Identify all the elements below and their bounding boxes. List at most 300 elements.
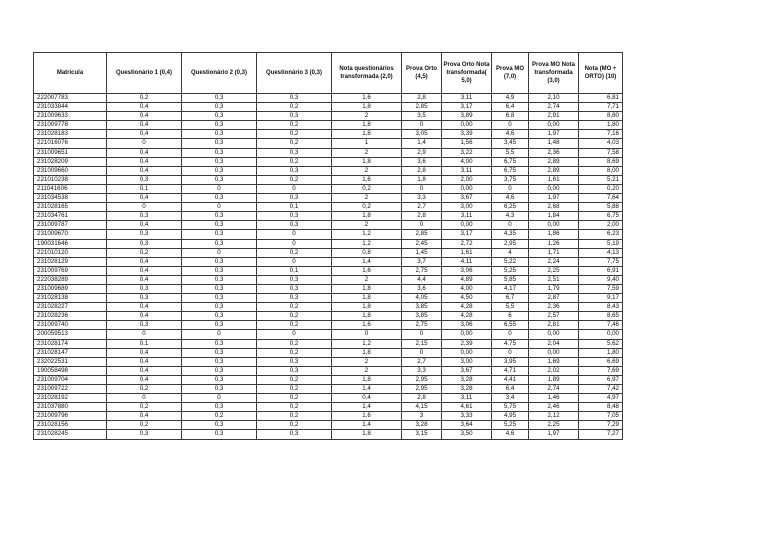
cell-questionario-1[interactable]: 0,2 — [107, 403, 182, 412]
cell-prova-mo[interactable]: 4,75 — [492, 339, 529, 348]
cell-questionario-1[interactable]: 0,2 — [107, 421, 182, 430]
cell-matricula[interactable]: 231028192 — [34, 394, 107, 403]
cell-questionario-1[interactable]: 0,4 — [107, 121, 182, 130]
cell-questionario-3[interactable]: 0,2 — [257, 375, 332, 384]
cell-nota-final[interactable]: 7,59 — [579, 284, 623, 293]
cell-questionario-1[interactable]: 0,2 — [107, 248, 182, 257]
cell-prova-mo[interactable]: 6,4 — [492, 103, 529, 112]
cell-prova-mo-nota[interactable]: 1,48 — [529, 139, 579, 148]
cell-questionario-2[interactable]: 0,3 — [182, 121, 257, 130]
cell-prova-orto[interactable]: 2,95 — [402, 385, 442, 394]
cell-prova-mo-nota[interactable]: 2,89 — [529, 157, 579, 166]
cell-prova-orto[interactable]: 2,7 — [402, 357, 442, 366]
cell-questionario-3[interactable]: 0,3 — [257, 148, 332, 157]
cell-questionario-2[interactable]: 0,3 — [182, 294, 257, 303]
cell-prova-orto[interactable]: 3,5 — [402, 112, 442, 121]
cell-nota-final[interactable]: 6,97 — [579, 375, 623, 384]
cell-questionario-1[interactable]: 0,4 — [107, 357, 182, 366]
cell-prova-mo-nota[interactable]: 1,86 — [529, 230, 579, 239]
cell-questionario-3[interactable]: 0,3 — [257, 166, 332, 175]
cell-nota-final[interactable]: 7,05 — [579, 412, 623, 421]
cell-nota-questionarios[interactable]: 1,2 — [332, 339, 402, 348]
cell-nota-final[interactable]: 4,03 — [579, 139, 623, 148]
cell-questionario-3[interactable]: 0,2 — [257, 121, 332, 130]
cell-matricula[interactable]: 231009778 — [34, 121, 107, 130]
cell-prova-orto[interactable]: 1,8 — [402, 175, 442, 184]
cell-matricula[interactable]: 190058498 — [34, 366, 107, 375]
cell-matricula[interactable]: 231033844 — [34, 103, 107, 112]
cell-nota-questionarios[interactable]: 1,8 — [332, 303, 402, 312]
cell-prova-mo-nota[interactable]: 1,69 — [529, 357, 579, 366]
cell-prova-orto-nota[interactable]: 4,50 — [442, 294, 492, 303]
cell-prova-orto-nota[interactable]: 3,11 — [442, 212, 492, 221]
cell-prova-orto-nota[interactable]: 3,17 — [442, 103, 492, 112]
cell-nota-questionarios[interactable]: 1,2 — [332, 230, 402, 239]
cell-nota-questionarios[interactable]: 1,8 — [332, 130, 402, 139]
cell-questionario-3[interactable]: 0,2 — [257, 130, 332, 139]
cell-nota-questionarios[interactable]: 1,8 — [332, 430, 402, 439]
cell-questionario-2[interactable]: 0,3 — [182, 366, 257, 375]
cell-matricula[interactable]: 222038289 — [34, 275, 107, 284]
cell-questionario-2[interactable]: 0,3 — [182, 375, 257, 384]
cell-matricula[interactable]: 231028156 — [34, 421, 107, 430]
cell-prova-mo-nota[interactable]: 2,25 — [529, 266, 579, 275]
cell-prova-orto[interactable]: 4,4 — [402, 275, 442, 284]
cell-questionario-2[interactable]: 0,3 — [182, 112, 257, 121]
cell-prova-mo[interactable]: 0 — [492, 330, 529, 339]
cell-prova-orto-nota[interactable]: 3,11 — [442, 94, 492, 103]
cell-questionario-1[interactable]: 0,4 — [107, 221, 182, 230]
cell-prova-orto[interactable]: 2,8 — [402, 94, 442, 103]
cell-prova-orto-nota[interactable]: 3,06 — [442, 321, 492, 330]
cell-questionario-1[interactable]: 0,4 — [107, 194, 182, 203]
cell-questionario-1[interactable]: 0,4 — [107, 148, 182, 157]
cell-matricula[interactable]: 221016076 — [34, 139, 107, 148]
cell-nota-questionarios[interactable]: 1,8 — [332, 348, 402, 357]
cell-questionario-1[interactable]: 0,1 — [107, 339, 182, 348]
cell-prova-orto[interactable]: 4,15 — [402, 403, 442, 412]
cell-questionario-1[interactable]: 0,4 — [107, 303, 182, 312]
cell-questionario-3[interactable]: 0,2 — [257, 348, 332, 357]
cell-prova-mo[interactable]: 3,75 — [492, 175, 529, 184]
cell-prova-mo[interactable]: 6,4 — [492, 385, 529, 394]
cell-questionario-3[interactable]: 0,3 — [257, 194, 332, 203]
cell-questionario-1[interactable]: 0,3 — [107, 239, 182, 248]
cell-prova-orto[interactable]: 4,05 — [402, 294, 442, 303]
cell-prova-mo-nota[interactable]: 1,97 — [529, 194, 579, 203]
cell-prova-orto-nota[interactable]: 4,28 — [442, 312, 492, 321]
cell-prova-orto[interactable]: 2,95 — [402, 375, 442, 384]
cell-nota-questionarios[interactable]: 1,8 — [332, 375, 402, 384]
cell-prova-orto-nota[interactable]: 1,61 — [442, 248, 492, 257]
cell-nota-final[interactable]: 7,75 — [579, 257, 623, 266]
cell-questionario-3[interactable]: 0,2 — [257, 303, 332, 312]
cell-questionario-2[interactable]: 0,3 — [182, 430, 257, 439]
cell-matricula[interactable]: 190031646 — [34, 239, 107, 248]
cell-prova-orto[interactable]: 0 — [402, 184, 442, 193]
cell-prova-mo-nota[interactable]: 2,04 — [529, 339, 579, 348]
cell-prova-orto-nota[interactable]: 3,11 — [442, 394, 492, 403]
cell-questionario-2[interactable]: 0,3 — [182, 221, 257, 230]
cell-prova-mo[interactable]: 3,95 — [492, 357, 529, 366]
cell-questionario-2[interactable]: 0,3 — [182, 103, 257, 112]
cell-prova-orto-nota[interactable]: 3,11 — [442, 166, 492, 175]
cell-questionario-1[interactable]: 0 — [107, 330, 182, 339]
cell-nota-final[interactable]: 8,65 — [579, 312, 623, 321]
cell-questionario-3[interactable]: 0,2 — [257, 421, 332, 430]
cell-prova-orto-nota[interactable]: 2,72 — [442, 239, 492, 248]
cell-questionario-3[interactable]: 0,2 — [257, 385, 332, 394]
cell-matricula[interactable]: 231009787 — [34, 221, 107, 230]
header-nota-final[interactable]: Nota (MO + ORTO) (10) — [579, 53, 623, 94]
cell-nota-final[interactable]: 6,23 — [579, 230, 623, 239]
cell-prova-mo[interactable]: 0 — [492, 121, 529, 130]
cell-prova-orto-nota[interactable]: 3,39 — [442, 130, 492, 139]
cell-prova-mo[interactable]: 0 — [492, 348, 529, 357]
cell-questionario-3[interactable]: 0,1 — [257, 203, 332, 212]
cell-questionario-1[interactable]: 0,4 — [107, 166, 182, 175]
cell-prova-mo[interactable]: 5,75 — [492, 403, 529, 412]
cell-questionario-3[interactable]: 0,2 — [257, 312, 332, 321]
cell-questionario-3[interactable]: 0,2 — [257, 248, 332, 257]
cell-prova-mo-nota[interactable]: 2,87 — [529, 294, 579, 303]
cell-prova-mo-nota[interactable]: 2,10 — [529, 94, 579, 103]
cell-questionario-3[interactable]: 0,2 — [257, 339, 332, 348]
cell-questionario-3[interactable]: 0,1 — [257, 266, 332, 275]
cell-prova-orto-nota[interactable]: 3,89 — [442, 112, 492, 121]
cell-prova-orto-nota[interactable]: 4,11 — [442, 257, 492, 266]
cell-nota-questionarios[interactable]: 1,8 — [332, 103, 402, 112]
cell-questionario-2[interactable]: 0,3 — [182, 175, 257, 184]
cell-prova-orto-nota[interactable]: 0,00 — [442, 221, 492, 230]
cell-nota-questionarios[interactable]: 0,2 — [332, 203, 402, 212]
cell-nota-final[interactable]: 7,69 — [579, 366, 623, 375]
cell-nota-questionarios[interactable]: 1,8 — [332, 284, 402, 293]
cell-prova-orto[interactable]: 2,8 — [402, 394, 442, 403]
cell-nota-final[interactable]: 5,62 — [579, 339, 623, 348]
cell-questionario-1[interactable]: 0,3 — [107, 284, 182, 293]
cell-prova-mo[interactable]: 3,4 — [492, 394, 529, 403]
cell-matricula[interactable]: 231009704 — [34, 375, 107, 384]
cell-nota-questionarios[interactable]: 2 — [332, 357, 402, 366]
cell-nota-final[interactable]: 8,43 — [579, 303, 623, 312]
cell-questionario-3[interactable]: 0,2 — [257, 403, 332, 412]
cell-nota-questionarios[interactable]: 0 — [332, 330, 402, 339]
cell-prova-orto[interactable]: 3,3 — [402, 194, 442, 203]
cell-questionario-2[interactable]: 0,3 — [182, 239, 257, 248]
cell-prova-orto[interactable]: 2,9 — [402, 148, 442, 157]
cell-prova-mo[interactable]: 4,35 — [492, 230, 529, 239]
cell-nota-questionarios[interactable]: 1,2 — [332, 239, 402, 248]
cell-prova-orto-nota[interactable]: 1,56 — [442, 139, 492, 148]
cell-questionario-1[interactable]: 0,2 — [107, 385, 182, 394]
cell-prova-orto[interactable]: 3,6 — [402, 284, 442, 293]
cell-questionario-1[interactable]: 0,4 — [107, 130, 182, 139]
header-matricula[interactable]: Matrícula — [34, 53, 107, 94]
cell-questionario-1[interactable]: 0,4 — [107, 112, 182, 121]
cell-prova-orto-nota[interactable]: 4,28 — [442, 303, 492, 312]
cell-questionario-2[interactable]: 0,3 — [182, 385, 257, 394]
cell-prova-mo[interactable]: 4,6 — [492, 430, 529, 439]
cell-nota-final[interactable]: 8,00 — [579, 166, 623, 175]
cell-nota-final[interactable]: 5,88 — [579, 203, 623, 212]
cell-prova-mo[interactable]: 2,95 — [492, 239, 529, 248]
cell-nota-final[interactable]: 7,42 — [579, 385, 623, 394]
cell-nota-final[interactable]: 8,69 — [579, 157, 623, 166]
cell-nota-final[interactable]: 1,80 — [579, 348, 623, 357]
cell-matricula[interactable]: 231028209 — [34, 157, 107, 166]
cell-nota-questionarios[interactable]: 1,4 — [332, 421, 402, 430]
cell-nota-questionarios[interactable]: 2 — [332, 221, 402, 230]
cell-prova-orto-nota[interactable]: 4,89 — [442, 275, 492, 284]
cell-prova-orto[interactable]: 2,85 — [402, 103, 442, 112]
cell-questionario-2[interactable]: 0,3 — [182, 339, 257, 348]
cell-matricula[interactable]: 222007783 — [34, 94, 107, 103]
cell-prova-mo-nota[interactable]: 1,46 — [529, 394, 579, 403]
cell-prova-mo-nota[interactable]: 2,57 — [529, 312, 579, 321]
cell-prova-mo[interactable]: 4,71 — [492, 366, 529, 375]
cell-nota-questionarios[interactable]: 1,6 — [332, 412, 402, 421]
cell-questionario-2[interactable]: 0,3 — [182, 303, 257, 312]
cell-prova-orto[interactable]: 3 — [402, 412, 442, 421]
cell-questionario-1[interactable]: 0 — [107, 203, 182, 212]
cell-prova-orto-nota[interactable]: 3,28 — [442, 385, 492, 394]
cell-questionario-2[interactable]: 0,3 — [182, 157, 257, 166]
cell-nota-final[interactable]: 5,21 — [579, 175, 623, 184]
cell-questionario-3[interactable]: 0 — [257, 239, 332, 248]
cell-prova-orto[interactable]: 1,45 — [402, 248, 442, 257]
cell-prova-mo-nota[interactable]: 1,79 — [529, 284, 579, 293]
cell-questionario-3[interactable]: 0,3 — [257, 212, 332, 221]
cell-questionario-1[interactable]: 0,3 — [107, 294, 182, 303]
cell-questionario-2[interactable]: 0,3 — [182, 275, 257, 284]
cell-prova-orto[interactable]: 2,75 — [402, 266, 442, 275]
cell-prova-mo[interactable]: 5,25 — [492, 266, 529, 275]
cell-nota-questionarios[interactable]: 1,8 — [332, 294, 402, 303]
cell-prova-mo-nota[interactable]: 0,00 — [529, 348, 579, 357]
cell-questionario-1[interactable]: 0,3 — [107, 230, 182, 239]
cell-prova-mo-nota[interactable]: 1,71 — [529, 248, 579, 257]
cell-nota-final[interactable]: 7,16 — [579, 130, 623, 139]
cell-questionario-2[interactable]: 0,3 — [182, 130, 257, 139]
cell-matricula[interactable]: 231009689 — [34, 284, 107, 293]
cell-nota-questionarios[interactable]: 1,6 — [332, 321, 402, 330]
cell-nota-questionarios[interactable]: 2 — [332, 366, 402, 375]
cell-matricula[interactable]: 231028138 — [34, 294, 107, 303]
cell-prova-orto-nota[interactable]: 4,00 — [442, 284, 492, 293]
cell-matricula[interactable]: 231028245 — [34, 430, 107, 439]
cell-questionario-1[interactable]: 0,1 — [107, 184, 182, 193]
cell-nota-final[interactable]: 0,00 — [579, 330, 623, 339]
cell-questionario-1[interactable]: 0,4 — [107, 375, 182, 384]
cell-questionario-2[interactable]: 0,3 — [182, 194, 257, 203]
cell-questionario-3[interactable]: 0,3 — [257, 275, 332, 284]
cell-questionario-3[interactable]: 0,2 — [257, 394, 332, 403]
cell-questionario-2[interactable]: 0,3 — [182, 403, 257, 412]
cell-questionario-1[interactable]: 0 — [107, 394, 182, 403]
cell-prova-mo-nota[interactable]: 2,36 — [529, 148, 579, 157]
cell-questionario-3[interactable]: 0,3 — [257, 284, 332, 293]
cell-prova-orto-nota[interactable]: 3,67 — [442, 366, 492, 375]
cell-nota-final[interactable]: 7,27 — [579, 430, 623, 439]
cell-questionario-1[interactable]: 0,4 — [107, 103, 182, 112]
cell-prova-mo[interactable]: 6 — [492, 312, 529, 321]
cell-matricula[interactable]: 232022531 — [34, 357, 107, 366]
cell-prova-mo[interactable]: 6,8 — [492, 112, 529, 121]
cell-prova-mo-nota[interactable]: 1,84 — [529, 212, 579, 221]
cell-prova-mo[interactable]: 5,5 — [492, 148, 529, 157]
cell-prova-orto[interactable]: 2,85 — [402, 230, 442, 239]
cell-prova-orto-nota[interactable]: 0,00 — [442, 121, 492, 130]
cell-questionario-2[interactable]: 0,3 — [182, 257, 257, 266]
cell-matricula[interactable]: 231028236 — [34, 312, 107, 321]
cell-questionario-2[interactable]: 0,3 — [182, 266, 257, 275]
cell-questionario-2[interactable]: 0,3 — [182, 148, 257, 157]
cell-nota-final[interactable]: 7,58 — [579, 148, 623, 157]
cell-prova-mo-nota[interactable]: 2,68 — [529, 203, 579, 212]
cell-nota-questionarios[interactable]: 1,8 — [332, 212, 402, 221]
cell-questionario-2[interactable]: 0 — [182, 203, 257, 212]
cell-prova-mo-nota[interactable]: 2,74 — [529, 103, 579, 112]
cell-nota-final[interactable]: 4,13 — [579, 248, 623, 257]
cell-prova-orto[interactable]: 2,7 — [402, 203, 442, 212]
header-questionario-3[interactable]: Questionário 3 (0,3) — [257, 53, 332, 94]
cell-prova-mo[interactable]: 4,9 — [492, 94, 529, 103]
cell-prova-orto-nota[interactable]: 3,28 — [442, 375, 492, 384]
cell-prova-mo[interactable]: 0 — [492, 184, 529, 193]
cell-nota-final[interactable]: 6,91 — [579, 266, 623, 275]
header-nota-questionarios[interactable]: Nota questionários transformada (2,0) — [332, 53, 402, 94]
cell-prova-mo-nota[interactable]: 2,46 — [529, 403, 579, 412]
cell-questionario-2[interactable]: 0 — [182, 248, 257, 257]
cell-matricula[interactable]: 231009670 — [34, 230, 107, 239]
cell-prova-orto[interactable]: 2,15 — [402, 339, 442, 348]
cell-matricula[interactable]: 231009740 — [34, 321, 107, 330]
cell-matricula[interactable]: 231028227 — [34, 303, 107, 312]
cell-prova-orto-nota[interactable]: 0,00 — [442, 348, 492, 357]
cell-questionario-1[interactable]: 0,3 — [107, 430, 182, 439]
cell-nota-questionarios[interactable]: 1,6 — [332, 175, 402, 184]
cell-matricula[interactable]: 211041606 — [34, 184, 107, 193]
cell-questionario-1[interactable]: 0,4 — [107, 412, 182, 421]
cell-prova-orto[interactable]: 2,8 — [402, 212, 442, 221]
cell-prova-orto[interactable]: 0 — [402, 348, 442, 357]
cell-nota-final[interactable]: 6,69 — [579, 357, 623, 366]
cell-prova-mo[interactable]: 6,7 — [492, 294, 529, 303]
cell-nota-questionarios[interactable]: 1,6 — [332, 94, 402, 103]
cell-nota-questionarios[interactable]: 1,8 — [332, 121, 402, 130]
cell-prova-mo[interactable]: 6,25 — [492, 203, 529, 212]
cell-prova-mo[interactable]: 4,6 — [492, 130, 529, 139]
cell-prova-mo-nota[interactable]: 2,02 — [529, 366, 579, 375]
cell-questionario-3[interactable]: 0,2 — [257, 139, 332, 148]
cell-prova-mo[interactable]: 5,22 — [492, 257, 529, 266]
cell-questionario-1[interactable]: 0,4 — [107, 266, 182, 275]
cell-prova-orto[interactable]: 0 — [402, 221, 442, 230]
cell-nota-final[interactable]: 8,80 — [579, 112, 623, 121]
cell-questionario-1[interactable]: 0,3 — [107, 175, 182, 184]
cell-prova-mo-nota[interactable]: 0,00 — [529, 184, 579, 193]
cell-questionario-3[interactable]: 0,3 — [257, 294, 332, 303]
cell-matricula[interactable]: 231009796 — [34, 412, 107, 421]
cell-nota-questionarios[interactable]: 2 — [332, 194, 402, 203]
cell-prova-mo-nota[interactable]: 2,25 — [529, 421, 579, 430]
cell-nota-questionarios[interactable]: 0,4 — [332, 394, 402, 403]
cell-matricula[interactable]: 231009660 — [34, 166, 107, 175]
cell-prova-orto-nota[interactable]: 2,39 — [442, 339, 492, 348]
cell-prova-orto[interactable]: 3,7 — [402, 257, 442, 266]
cell-matricula[interactable]: 231009769 — [34, 266, 107, 275]
cell-prova-mo[interactable]: 5,25 — [492, 421, 529, 430]
cell-questionario-3[interactable]: 0 — [257, 184, 332, 193]
cell-nota-questionarios[interactable]: 1,4 — [332, 385, 402, 394]
cell-questionario-1[interactable]: 0,4 — [107, 348, 182, 357]
cell-questionario-3[interactable]: 0,3 — [257, 112, 332, 121]
cell-prova-orto-nota[interactable]: 3,33 — [442, 412, 492, 421]
cell-prova-mo[interactable]: 5,5 — [492, 303, 529, 312]
cell-prova-orto[interactable]: 3,3 — [402, 366, 442, 375]
cell-questionario-2[interactable]: 0,3 — [182, 321, 257, 330]
cell-prova-orto[interactable]: 1,4 — [402, 139, 442, 148]
cell-questionario-3[interactable]: 0,3 — [257, 94, 332, 103]
cell-nota-questionarios[interactable]: 2 — [332, 275, 402, 284]
cell-questionario-3[interactable]: 0,2 — [257, 157, 332, 166]
header-prova-mo[interactable]: Prova MO (7,0) — [492, 53, 529, 94]
cell-prova-orto[interactable]: 3,15 — [402, 430, 442, 439]
cell-questionario-1[interactable]: 0,4 — [107, 275, 182, 284]
cell-nota-questionarios[interactable]: 1,8 — [332, 312, 402, 321]
cell-matricula[interactable]: 231028147 — [34, 348, 107, 357]
cell-nota-final[interactable]: 9,17 — [579, 294, 623, 303]
cell-nota-final[interactable]: 1,80 — [579, 121, 623, 130]
cell-prova-orto[interactable]: 3,05 — [402, 130, 442, 139]
header-questionario-2[interactable]: Questionário 2 (0,3) — [182, 53, 257, 94]
cell-prova-orto[interactable]: 0 — [402, 121, 442, 130]
cell-matricula[interactable]: 231037880 — [34, 403, 107, 412]
cell-prova-mo-nota[interactable]: 1,61 — [529, 175, 579, 184]
cell-nota-final[interactable]: 0,20 — [579, 184, 623, 193]
cell-questionario-2[interactable]: 0 — [182, 394, 257, 403]
cell-matricula[interactable]: 231034761 — [34, 212, 107, 221]
cell-prova-orto-nota[interactable]: 2,00 — [442, 175, 492, 184]
cell-nota-final[interactable]: 6,75 — [579, 212, 623, 221]
cell-nota-questionarios[interactable]: 1 — [332, 139, 402, 148]
cell-nota-questionarios[interactable]: 0,8 — [332, 248, 402, 257]
cell-prova-mo[interactable]: 6,55 — [492, 321, 529, 330]
cell-nota-final[interactable]: 7,29 — [579, 421, 623, 430]
cell-prova-mo-nota[interactable]: 1,97 — [529, 130, 579, 139]
cell-questionario-3[interactable]: 0,3 — [257, 221, 332, 230]
cell-prova-mo-nota[interactable]: 1,26 — [529, 239, 579, 248]
cell-questionario-3[interactable]: 0,3 — [257, 366, 332, 375]
cell-questionario-2[interactable]: 0,3 — [182, 421, 257, 430]
cell-nota-questionarios[interactable]: 2 — [332, 148, 402, 157]
cell-prova-mo[interactable]: 4,3 — [492, 212, 529, 221]
cell-matricula[interactable]: 231028129 — [34, 257, 107, 266]
cell-nota-final[interactable]: 9,40 — [579, 275, 623, 284]
cell-nota-final[interactable]: 2,00 — [579, 221, 623, 230]
cell-questionario-2[interactable]: 0,3 — [182, 94, 257, 103]
cell-prova-mo[interactable]: 4,95 — [492, 412, 529, 421]
cell-nota-questionarios[interactable]: 2 — [332, 166, 402, 175]
cell-prova-orto[interactable]: 3,28 — [402, 421, 442, 430]
cell-questionario-2[interactable]: 0,3 — [182, 348, 257, 357]
cell-nota-final[interactable]: 6,81 — [579, 94, 623, 103]
cell-matricula[interactable]: 221010238 — [34, 175, 107, 184]
cell-prova-mo-nota[interactable]: 1,97 — [529, 430, 579, 439]
cell-prova-orto-nota[interactable]: 3,64 — [442, 421, 492, 430]
cell-questionario-2[interactable]: 0,3 — [182, 357, 257, 366]
